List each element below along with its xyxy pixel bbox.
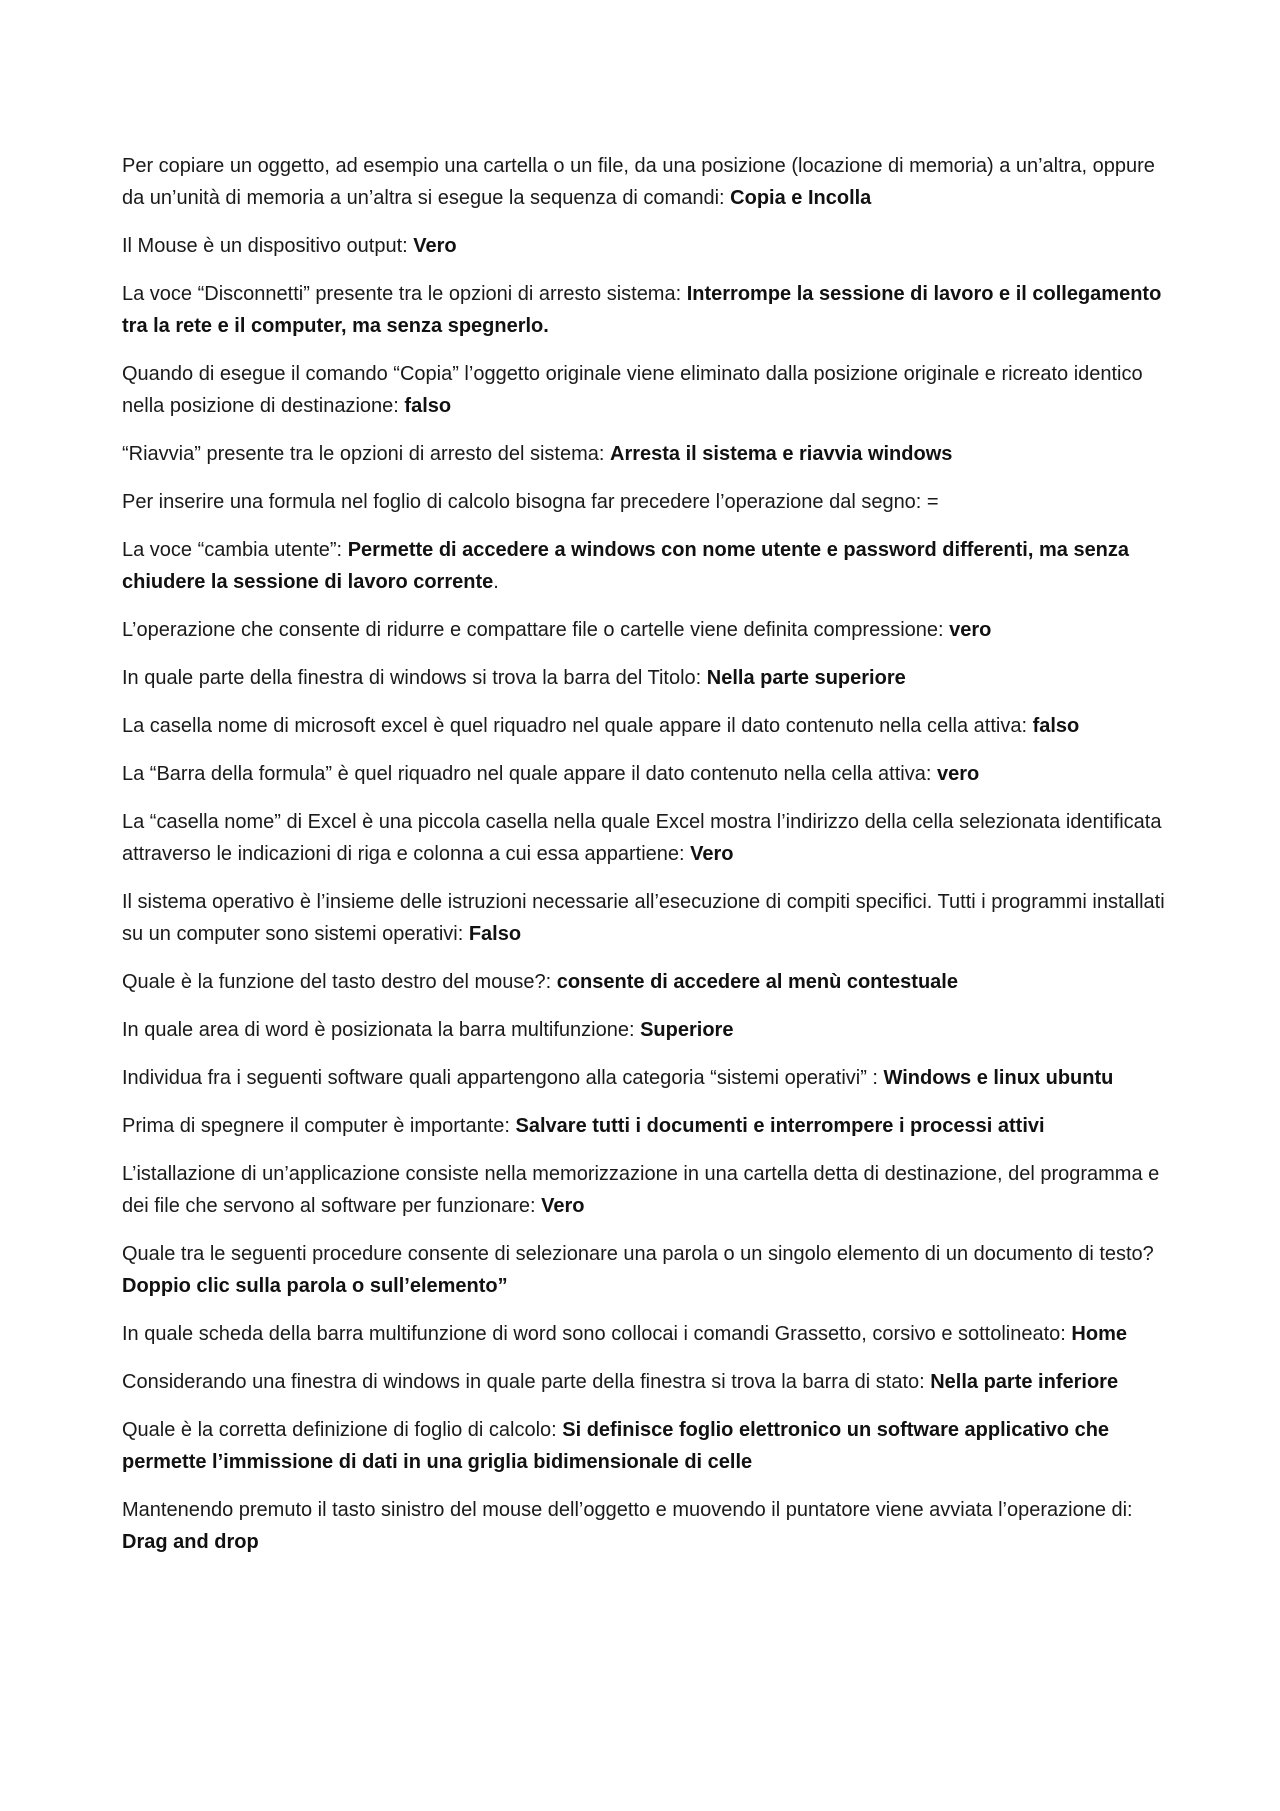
qa-paragraph bbox=[122, 966, 1172, 998]
qa-paragraph bbox=[122, 1238, 1172, 1302]
qa-paragraph bbox=[122, 1158, 1172, 1222]
qa-paragraph bbox=[122, 1014, 1172, 1046]
question-text: In quale parte della finestra di windows si trova la barra del Titolo: bbox=[122, 667, 707, 689]
answer-text: Si definisce foglio elettronico un software applicativo che permette l’immissione di dati in una griglia bidimensionale di celle bbox=[122, 1419, 1110, 1473]
question-text: Quale è la funzione del tasto destro del mouse?: bbox=[122, 971, 557, 993]
answer-text: vero bbox=[949, 619, 992, 641]
qa-paragraph bbox=[122, 150, 1172, 214]
question-text: Quale è la corretta definizione di foglio di calcolo: bbox=[122, 1419, 563, 1441]
qa-paragraph bbox=[122, 1110, 1172, 1142]
question-text: Quando di esegue il comando “Copia” l’oggetto originale viene eliminato dalla posizione originale e ricreato identico nella posizione di destinazione: bbox=[122, 363, 1143, 417]
qa-paragraph bbox=[122, 278, 1172, 342]
question-text: “Riavvia” presente tra le opzioni di arresto del sistema: bbox=[122, 443, 610, 465]
question-text: La casella nome di microsoft excel è quel riquadro nel quale appare il dato contenuto nella cella attiva: bbox=[122, 715, 1033, 737]
qa-paragraph bbox=[122, 230, 1172, 262]
question-text: Il sistema operativo è l’insieme delle istruzioni necessarie all’esecuzione di compiti specifici. Tutti i programmi installati su un computer sono sistemi operativi: bbox=[122, 891, 1165, 945]
question-text: La voce “cambia utente”: bbox=[122, 539, 348, 561]
question-text: La voce “Disconnetti” presente tra le opzioni di arresto sistema: bbox=[122, 283, 687, 305]
question-text: La “Barra della formula” è quel riquadro nel quale appare il dato contenuto nella cella attiva: bbox=[122, 763, 937, 785]
answer-text: vero bbox=[936, 763, 980, 785]
qa-paragraph bbox=[122, 1494, 1172, 1558]
qa-paragraph bbox=[122, 886, 1172, 950]
answer-text: Drag and drop bbox=[122, 1531, 259, 1553]
question-text: Considerando una finestra di windows in quale parte della finestra si trova la barra di stato: bbox=[122, 1371, 931, 1393]
question-text: In quale area di word è posizionata la barra multifunzione: bbox=[122, 1019, 641, 1041]
answer-text: Vero bbox=[413, 235, 457, 257]
question-text: Individua fra i seguenti software quali appartengono alla categoria “sistemi operativi” : bbox=[122, 1067, 884, 1089]
qa-paragraph bbox=[122, 806, 1172, 870]
qa-paragraph bbox=[122, 1318, 1172, 1350]
qa-paragraph bbox=[122, 614, 1172, 646]
answer-tail: . bbox=[493, 571, 499, 593]
answer-text: Doppio clic sulla parola o sull’elemento” bbox=[122, 1275, 508, 1297]
question-text: Per inserire una formula nel foglio di calcolo bisogna far precedere l’operazione dal segno: = bbox=[122, 491, 939, 513]
qa-paragraph bbox=[122, 1414, 1172, 1478]
answer-text: consente di accedere al menù contestuale bbox=[556, 971, 958, 993]
answer-text: falso bbox=[1032, 715, 1080, 737]
answer-text: Salvare tutti i documenti e interrompere i processi attivi bbox=[515, 1115, 1045, 1137]
answer-text: Interrompe la sessione di lavoro e il collegamento tra la rete e il computer, ma senza spegnerlo. bbox=[122, 283, 1162, 337]
question-text: Per copiare un oggetto, ad esempio una cartella o un file, da una posizione (locazione di memoria) a un’altra, oppure da un’unità di memoria a un’altra si esegue la sequenza di comandi: bbox=[122, 155, 1155, 209]
qa-paragraph bbox=[122, 1062, 1172, 1094]
answer-text: Windows e linux ubuntu bbox=[883, 1067, 1114, 1089]
answer-text: Superiore bbox=[640, 1019, 734, 1041]
question-text: Il Mouse è un dispositivo output: bbox=[122, 235, 414, 257]
qa-paragraph bbox=[122, 358, 1172, 422]
answer-text: Permette di accedere a windows con nome utente e password differenti, ma senza chiudere la sessione di lavoro corrente bbox=[122, 539, 1130, 593]
question-text: Prima di spegnere il computer è importante: bbox=[122, 1115, 516, 1137]
answer-text: Home bbox=[1071, 1323, 1127, 1345]
qa-paragraph bbox=[122, 662, 1172, 694]
question-text: In quale scheda della barra multifunzione di word sono collocai i comandi Grassetto, corsivo e sottolineato: bbox=[122, 1323, 1072, 1345]
question-text: La “casella nome” di Excel è una piccola casella nella quale Excel mostra l’indirizzo della cella selezionata identificata attraverso le indicazioni di riga e colonna a cui essa appartiene: bbox=[122, 811, 1162, 865]
answer-text: Arresta il sistema e riavvia windows bbox=[610, 443, 953, 465]
answer-text: Vero bbox=[690, 843, 734, 865]
qa-paragraph bbox=[122, 710, 1172, 742]
qa-paragraph bbox=[122, 1366, 1172, 1398]
answer-text: Nella parte superiore bbox=[706, 667, 906, 689]
question-text: L’operazione che consente di ridurre e compattare file o cartelle viene definita compressione: bbox=[122, 619, 950, 641]
qa-paragraph bbox=[122, 438, 1172, 470]
document-body bbox=[122, 150, 1172, 1574]
question-text: L’istallazione di un’applicazione consiste nella memorizzazione in una cartella detta di destinazione, del programma e dei file che servono al software per funzionare: bbox=[122, 1163, 1160, 1217]
question-text: Quale tra le seguenti procedure consente di selezionare una parola o un singolo elemento di un documento di testo? bbox=[122, 1243, 1154, 1265]
answer-text: Nella parte inferiore bbox=[930, 1371, 1119, 1393]
question-text: Mantenendo premuto il tasto sinistro del mouse dell’oggetto e muovendo il puntatore viene avviata l’operazione di: bbox=[122, 1499, 1133, 1521]
qa-paragraph bbox=[122, 486, 1172, 518]
answer-text: Vero bbox=[541, 1195, 585, 1217]
answer-text: Copia e Incolla bbox=[730, 187, 872, 209]
answer-text: falso bbox=[404, 395, 452, 417]
answer-text: Falso bbox=[468, 923, 522, 945]
qa-paragraph bbox=[122, 534, 1172, 598]
qa-paragraph bbox=[122, 758, 1172, 790]
